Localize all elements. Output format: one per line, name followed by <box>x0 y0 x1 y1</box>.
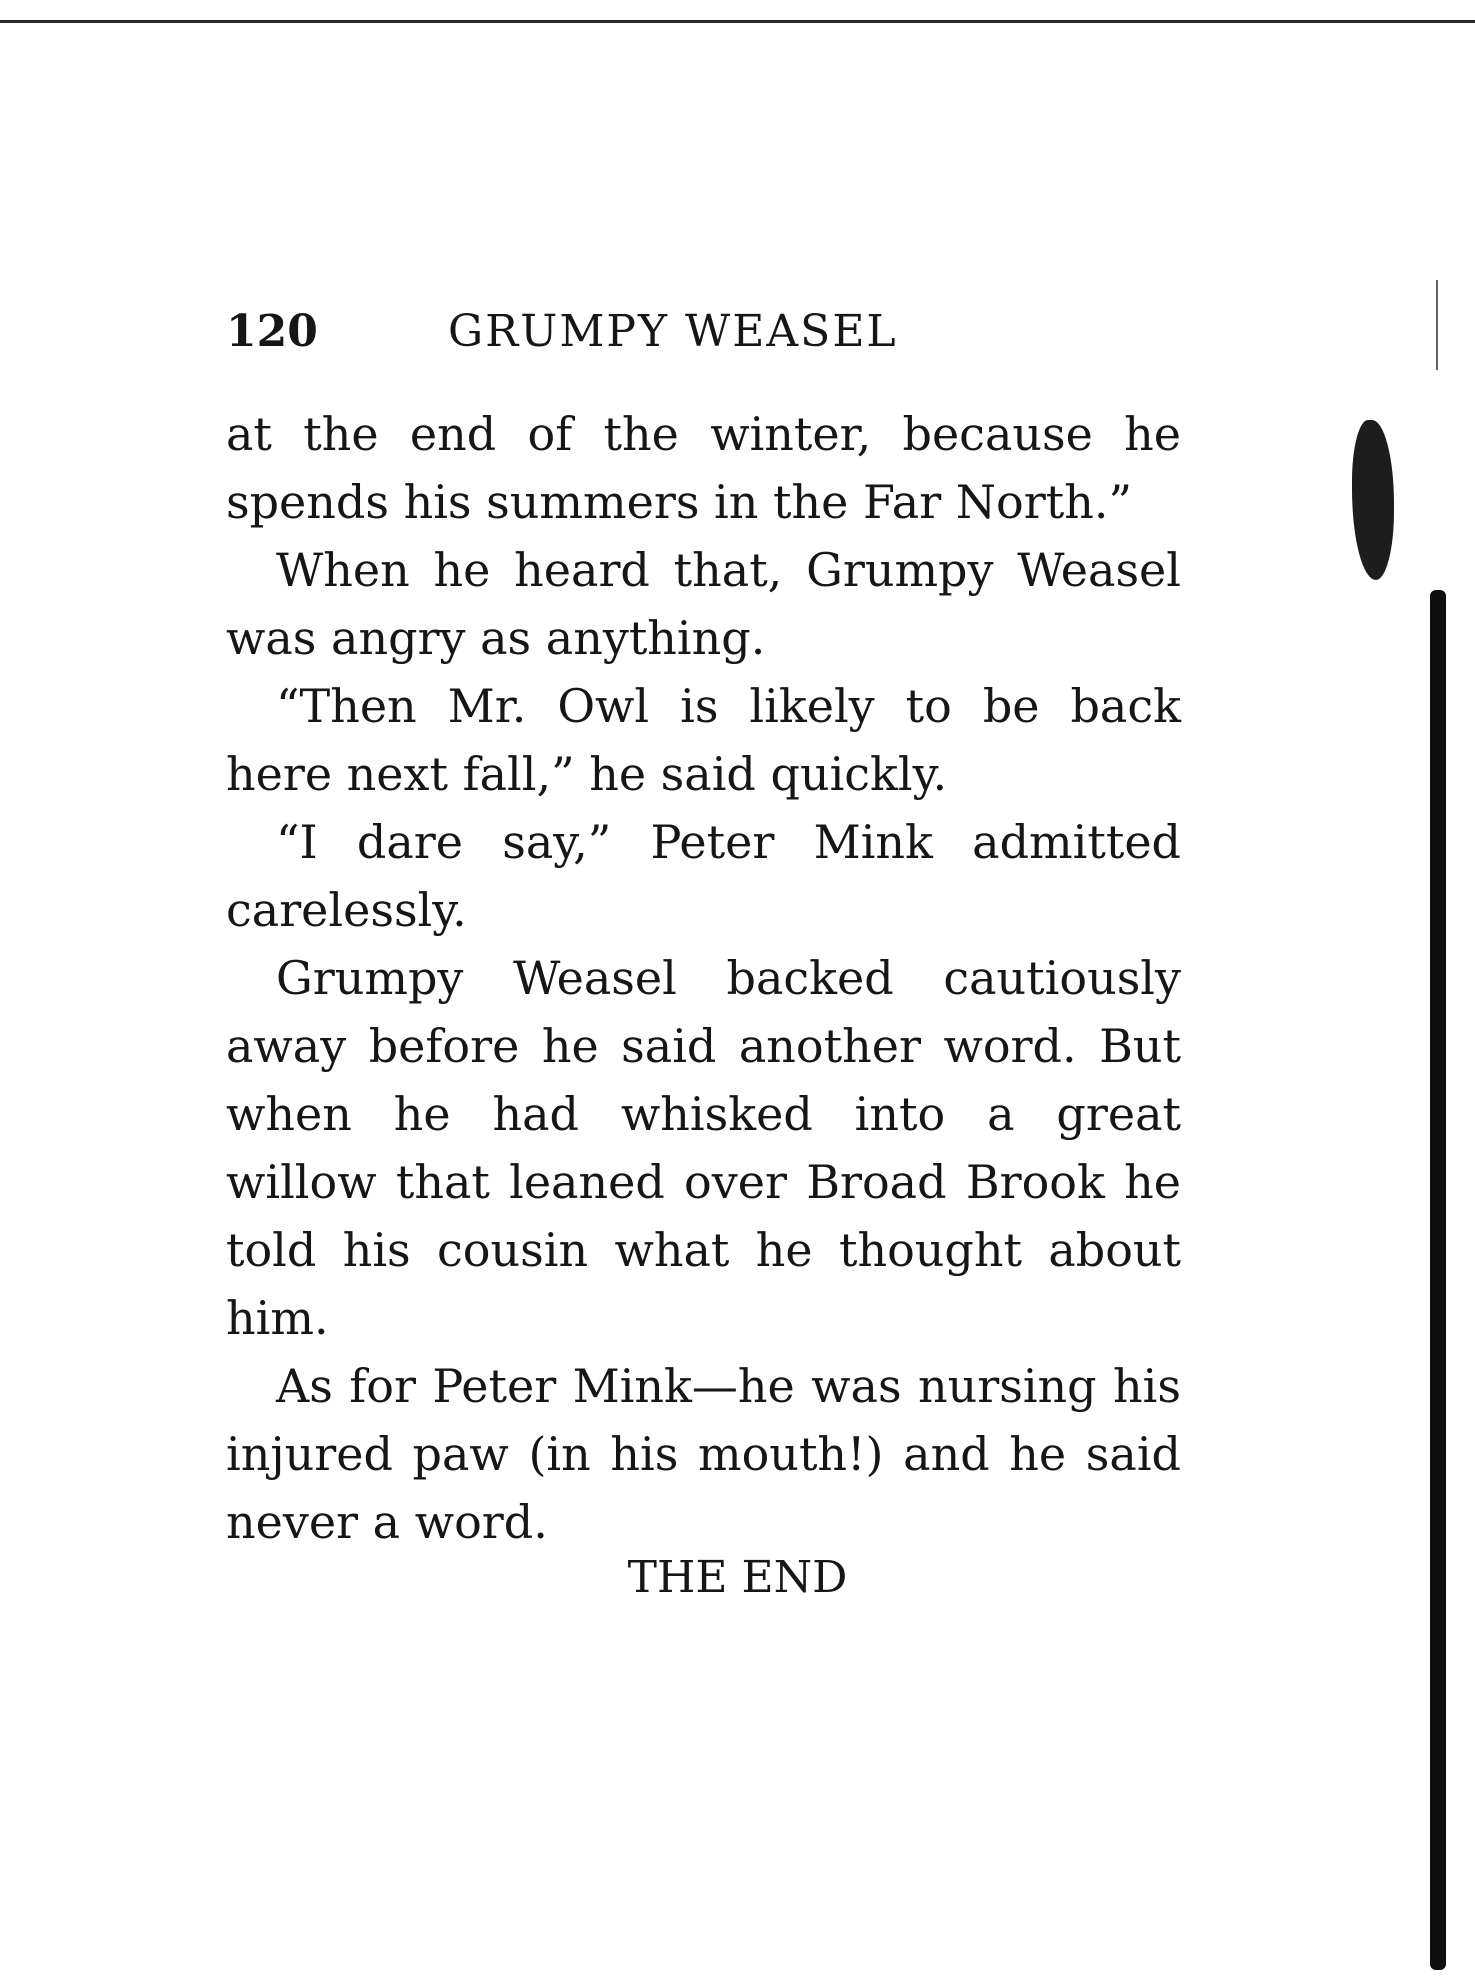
page-number: 120 <box>226 306 318 357</box>
scan-edge-shadow-upper <box>1352 420 1394 580</box>
scan-edge-line <box>1436 280 1438 370</box>
paragraph-5: Grumpy Weasel backed cautiously away before he said another word. But when he had whisked into a great willow that leaned over Broad Brook he told his cousin what he thought about him. <box>226 951 1181 1345</box>
body-text <box>226 400 1181 1556</box>
paragraph-1: at the end of the winter, because he spends his summers in the Far North.” <box>226 407 1181 529</box>
paragraph-3: “Then Mr. Owl is likely to be back here next fall,” he said quickly. <box>226 679 1181 801</box>
scan-edge-shadow-lower <box>1430 590 1446 1970</box>
the-end-heading: THE END <box>627 1552 848 1603</box>
page-header <box>226 302 986 362</box>
paragraph-2: When he heard that, Grumpy Weasel was angry as anything. <box>226 543 1181 665</box>
paragraph-6: As for Peter Mink—he was nursing his injured paw (in his mouth!) and he said never a word. <box>226 1359 1181 1549</box>
running-title: GRUMPY WEASEL <box>448 306 898 357</box>
paragraph-4: “I dare say,” Peter Mink admitted carelessly. <box>226 815 1181 937</box>
top-border-rule <box>0 20 1475 23</box>
